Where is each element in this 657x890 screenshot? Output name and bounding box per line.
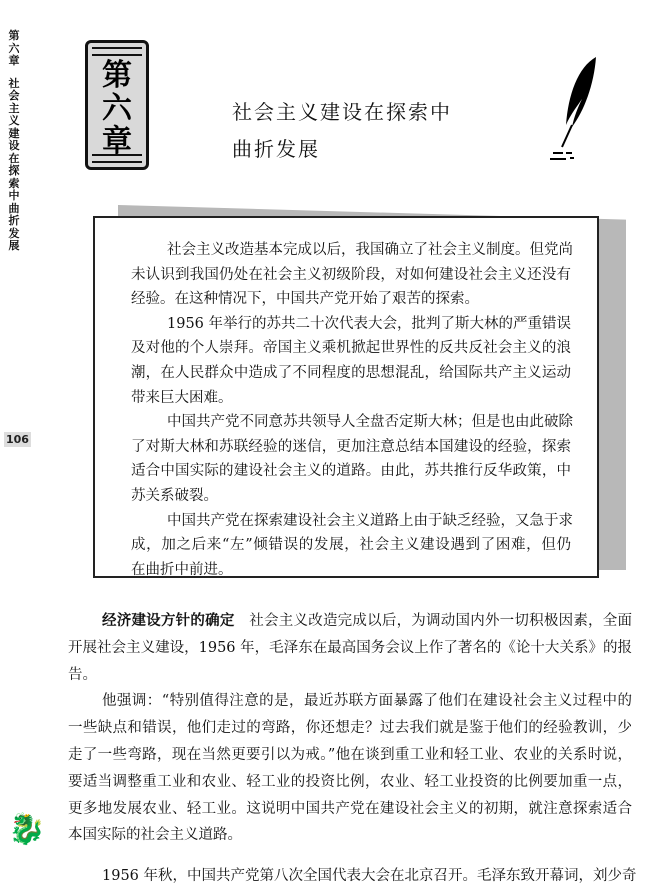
text-line: 苏关系破裂。: [131, 487, 218, 504]
text-line: 1956 年举行的苏共二十次代表大会，批判了斯大林的严重错误: [167, 315, 572, 332]
text-line: 走了一些弯路，现在当然更要引以为戒。”他在谈到重工业和轻工业、农业的关系时说，: [68, 746, 632, 763]
chapter-badge-text: [88, 59, 146, 158]
text-line: 1956 年秋，中国共产党第八次全国代表大会在北京召开。毛泽东致开幕词，刘少奇: [102, 868, 637, 885]
chapter-badge: [85, 40, 149, 170]
quill-pen-icon: [548, 55, 604, 165]
text-line: 中国共产党不同意苏共领导人全盘否定斯大林；但是也由此破除: [167, 414, 573, 431]
text-line: 经验。在这种情况下，中国共产党开始了艰苦的探索。: [131, 291, 479, 308]
text-line: 中国共产党在探索建设社会主义道路上由于缺乏经验，又急于求: [167, 512, 573, 529]
chapter-title-line: 曲折发展: [232, 137, 320, 161]
text-line: 本国实际的社会主义道路。: [68, 827, 242, 844]
text-line: 在曲折中前进。: [131, 561, 233, 578]
running-header-title: 社会主义建设在探索中曲折发展: [8, 76, 20, 252]
chapter-badge-char: 六: [102, 91, 132, 126]
main-text: [68, 608, 637, 890]
text-line: 带来巨大困难。: [131, 389, 233, 406]
text-line: 了对斯大林和苏联经验的迷信，更加注意总结本国建设的经验，探索: [131, 438, 571, 455]
text-line: 经济建设方针的确定 社会主义改造完成以后，为调动国内外一切积极因素，全面: [102, 613, 633, 629]
text-line: 更多地发展农业、轻工业。这说明中国共产党在建设社会主义的初期，就注意探索适合: [68, 800, 632, 817]
text-line: 及对他的个人崇拜。帝国主义乘机掀起世界性的反共反社会主义的浪: [131, 340, 571, 357]
text-line: 告。: [68, 666, 97, 683]
text-line: 要适当调整重工业和农业、轻工业的投资比例，农业、轻工业投资的比例要加重一点，: [68, 773, 632, 790]
running-header: [6, 30, 22, 253]
dragon-ornament-icon: 🐉: [8, 812, 46, 847]
section-heading: 经济建设方针的确定: [102, 613, 235, 629]
text-line: 社会主义改造基本完成以后，我国确立了社会主义制度。但党尚: [167, 242, 573, 258]
running-header-chapter: 第六章: [8, 29, 20, 67]
chapter-title: [232, 94, 452, 168]
text-line: 未认识到我国仍处在社会主义初级阶段，对如何建设社会主义还没有: [131, 266, 571, 283]
chapter-badge-char: 第: [102, 58, 132, 93]
chapter-badge-char: 章: [102, 124, 132, 159]
chapter-summary-box: [93, 216, 599, 578]
text-line: 成，加之后来“左”倾错误的发展，社会主义建设遇到了困难，但仍: [131, 537, 571, 554]
text-line: 开展社会主义建设，1956 年，毛泽东在最高国务会议上作了著名的《论十大关系》的报: [68, 639, 632, 656]
summary-text: [131, 238, 571, 582]
text-line: 适合中国实际的建设社会主义的道路。由此，苏共推行反华政策，中: [131, 463, 571, 480]
chapter-title-line: 社会主义建设在探索中: [232, 100, 452, 124]
text-line: 他强调：“特别值得注意的是，最近苏联方面暴露了他们在建设社会主义过程中的: [102, 693, 632, 710]
text-line: 一些缺点和错误，他们走过的弯路，你还想走？过去我们就是鉴于他们的经验教训，少: [68, 720, 632, 737]
page-number: 106: [6, 433, 29, 446]
text-line: 潮，在人民群众中造成了不同程度的思想混乱，给国际共产主义运动: [131, 364, 571, 381]
